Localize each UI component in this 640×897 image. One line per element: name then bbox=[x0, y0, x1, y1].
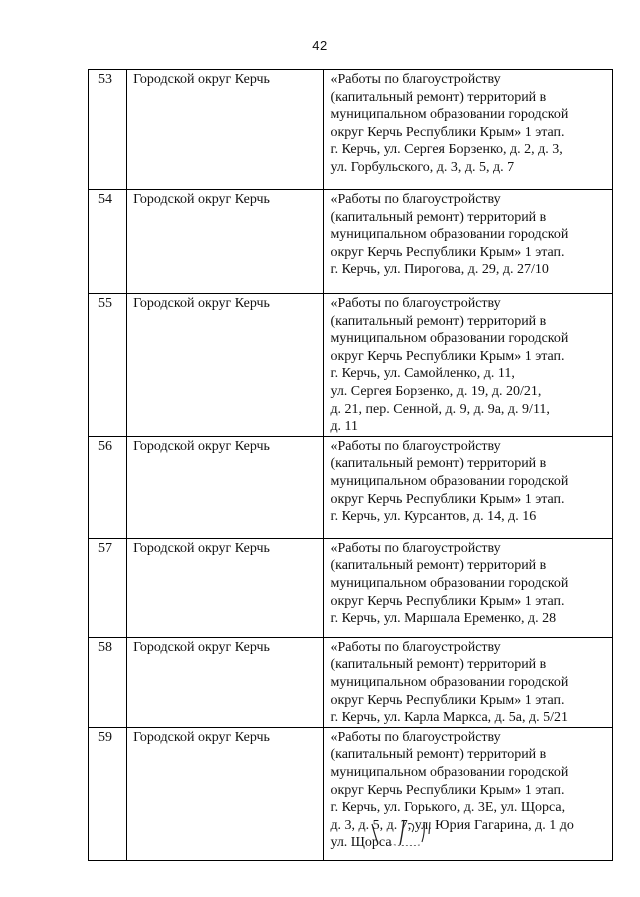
work-description: «Работы по благоустройству (капитальный ремонт) территорий в муниципальном образовании городской округ Керчь Республики Крым» 1 этап. г. Керчь, ул. Пирогова, д. 29, д. 27/10 bbox=[324, 190, 613, 294]
work-description: «Работы по благоустройству (капитальный ремонт) территорий в муниципальном образовании городской округ Керчь Республики Крым» 1 этап. г. Керчь, ул. Горького, д. 3Е, ул. Щорса, д. 3, д. 5, д. 7, ул. Юрия Гагарина, д. 1 до ул. Щорса bbox=[324, 727, 613, 860]
row-number: 58 bbox=[89, 637, 127, 727]
district-name: Городской округ Керчь bbox=[127, 436, 324, 538]
row-number: 53 bbox=[89, 70, 127, 190]
work-description: «Работы по благоустройству (капитальный ремонт) территорий в муниципальном образовании городской округ Керчь Республики Крым» 1 этап. г. Керчь, ул. Маршала Еременко, д. 28 bbox=[324, 538, 613, 637]
page-number: 42 bbox=[312, 38, 328, 53]
district-name: Городской округ Керчь bbox=[127, 637, 324, 727]
district-name: Городской округ Керчь bbox=[127, 70, 324, 190]
row-number: 56 bbox=[89, 436, 127, 538]
row-number: 57 bbox=[89, 538, 127, 637]
signature-mark bbox=[364, 818, 446, 848]
table-row bbox=[89, 294, 613, 437]
row-number: 59 bbox=[89, 727, 127, 860]
work-description: «Работы по благоустройству (капитальный ремонт) территорий в муниципальном образовании городской округ Керчь Республики Крым» 1 этап. г. Керчь, ул. Карла Маркса, д. 5а, д. 5/21 bbox=[324, 637, 613, 727]
district-name: Городской округ Керчь bbox=[127, 538, 324, 637]
table-row bbox=[89, 190, 613, 294]
work-description: «Работы по благоустройству (капитальный ремонт) территорий в муниципальном образовании городской округ Керчь Республики Крым» 1 этап. г. Керчь, ул. Сергея Борзенко, д. 2, д. 3, ул. Горбульского, д. 3, д. 5, д. 7 bbox=[324, 70, 613, 190]
work-description: «Работы по благоустройству (капитальный ремонт) территорий в муниципальном образовании городской округ Керчь Республики Крым» 1 этап. г. Керчь, ул. Самойленко, д. 11, ул. Сергея Борзенко, д. 19, д. 20/21, д. 21, пер. Сенной, д. 9, д. 9а, д. 9/11, д. 11 bbox=[324, 294, 613, 437]
table-row bbox=[89, 727, 613, 860]
district-name: Городской округ Керчь bbox=[127, 727, 324, 860]
district-name: Городской округ Керчь bbox=[127, 190, 324, 294]
works-table bbox=[88, 69, 613, 861]
work-description: «Работы по благоустройству (капитальный ремонт) территорий в муниципальном образовании городской округ Керчь Республики Крым» 1 этап. г. Керчь, ул. Курсантов, д. 14, д. 16 bbox=[324, 436, 613, 538]
district-name: Городской округ Керчь bbox=[127, 294, 324, 437]
table-row bbox=[89, 538, 613, 637]
table-row bbox=[89, 436, 613, 538]
row-number: 54 bbox=[89, 190, 127, 294]
row-number: 55 bbox=[89, 294, 127, 437]
table-row bbox=[89, 637, 613, 727]
table-row bbox=[89, 70, 613, 190]
